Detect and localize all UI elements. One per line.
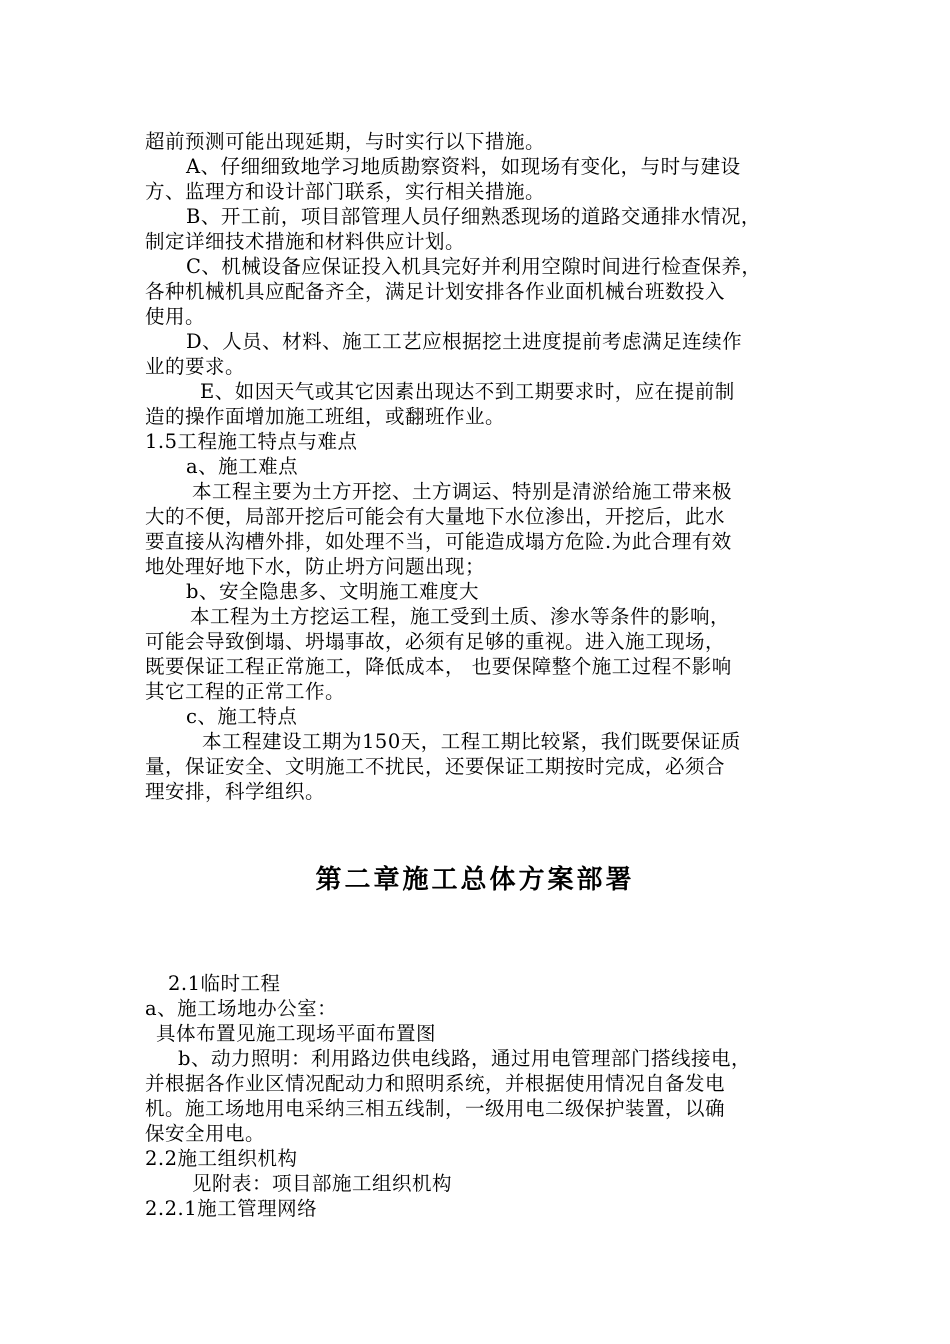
item-b-line: b、动力照明：利用路边供电线路，通过用电管理部门搭线接电， [178, 1047, 751, 1070]
subheading-a: a、施工难点 [186, 455, 299, 478]
paragraph-line: 机。施工场地用电采纳三相五线制，一级用电二级保护装置，以确 [145, 1097, 726, 1120]
paragraph-line: 使用。 [145, 305, 206, 328]
measure-d-line: D、人员、材料、施工工艺应根据挖土进度提前考虑满足连续作 [186, 330, 743, 353]
paragraph-line: 见附表：项目部施工组织机构 [192, 1172, 453, 1195]
measure-c-line: C、机械设备应保证投入机具完好并利用空隙时间进行检查保养， [186, 255, 762, 278]
section-heading-2-1: 2.1临时工程 [168, 972, 281, 995]
measure-e-line: E、如因天气或其它因素出现达不到工期要求时，应在提前制 [200, 380, 735, 403]
paragraph-line: 其它工程的正常工作。 [145, 680, 346, 703]
paragraph-line: 并根据各作业区情况配动力和照明系统，并根据使用情况自备发电 [145, 1072, 726, 1095]
paragraph-line: 地处理好地下水，防止坍方问题出现； [145, 555, 486, 578]
item-a-heading: a、施工场地办公室： [145, 997, 338, 1020]
section-heading-2-2-1: 2.2.1施工管理网络 [145, 1197, 318, 1220]
paragraph-line: 可能会导致倒塌、坍塌事故，必须有足够的重视。进入施工现场， [145, 630, 726, 653]
paragraph-line: 要直接从沟槽外排，如处理不当，可能造成塌方危险.为此合理有效 [145, 530, 732, 553]
paragraph-line: 本工程主要为土方开挖、土方调运、特别是清淤给施工带来极 [192, 480, 733, 503]
paragraph-line: 各种机械机具应配备齐全，满足计划安排各作业面机械台班数投入 [145, 280, 726, 303]
paragraph-line: 既要保证工程正常施工，降低成本， 也要保障整个施工过程不影响 [145, 655, 732, 678]
measure-b-line: B、开工前，项目部管理人员仔细熟悉现场的道路交通排水情况， [186, 205, 761, 228]
section-heading-2-2: 2.2施工组织机构 [145, 1147, 298, 1170]
paragraph-line: 大的不便，局部开挖后可能会有大量地下水位渗出，开挖后，此水 [145, 505, 726, 528]
paragraph-line: 超前预测可能出现延期，与时实行以下措施。 [145, 130, 546, 153]
paragraph-line: 量，保证安全、文明施工不扰民，还要保证工期按时完成，必须合 [145, 755, 726, 778]
paragraph-line: 方、监理方和设计部门联系，实行相关措施。 [145, 180, 546, 203]
paragraph-line: 本工程建设工期为150天，工程工期比较紧，我们既要保证质 [202, 730, 741, 753]
paragraph-line: 造的操作面增加施工班组，或翻班作业。 [145, 405, 506, 428]
section-heading-1-5: 1.5工程施工特点与难点 [145, 430, 358, 453]
paragraph-line: 制定详细技术措施和材料供应计划。 [145, 230, 466, 253]
paragraph-line: 理安排，科学组织。 [145, 780, 326, 803]
chapter-title: 第二章施工总体方案部署 [315, 865, 635, 895]
paragraph-line: 本工程为土方挖运工程，施工受到土质、渗水等条件的影响， [190, 605, 731, 628]
paragraph-line: 保安全用电。 [145, 1122, 266, 1145]
paragraph-line: 具体布置见施工现场平面布置图 [156, 1022, 437, 1045]
paragraph-line: 业的要求。 [145, 355, 246, 378]
measure-a-line: A、仔细细致地学习地质勘察资料，如现场有变化，与时与建设 [186, 155, 741, 178]
subheading-c: c、施工特点 [186, 705, 298, 728]
subheading-b: b、安全隐患多、文明施工难度大 [186, 580, 479, 603]
